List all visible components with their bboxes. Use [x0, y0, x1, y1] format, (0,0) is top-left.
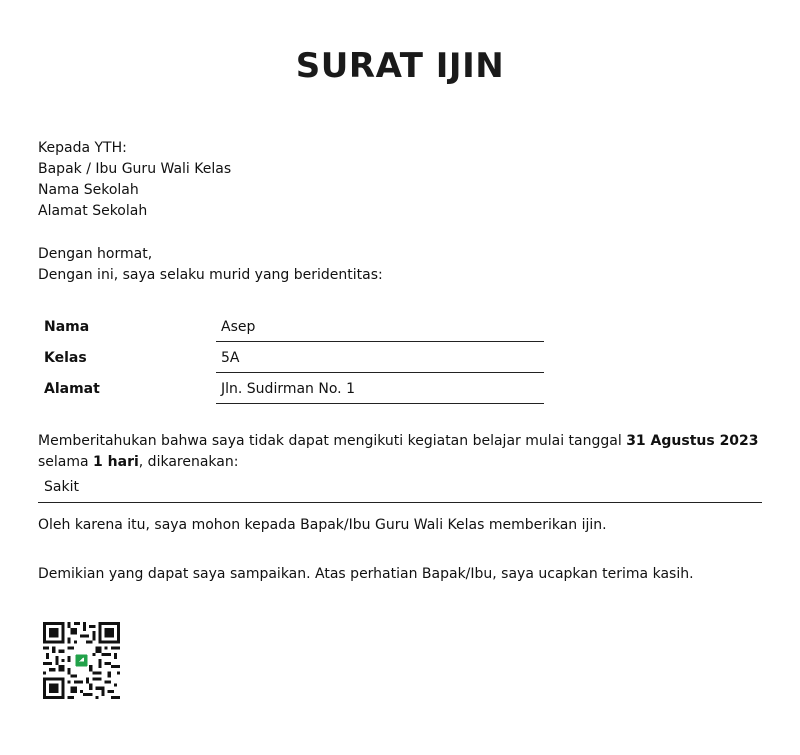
greeting-line: Dengan hormat,: [38, 246, 153, 262]
reason-field: [38, 474, 762, 503]
notice-text: selama: [38, 454, 94, 470]
reason-value: Sakit: [44, 479, 79, 495]
greeting-block: [38, 244, 383, 286]
qr-code: [43, 622, 120, 699]
name-value: Asep: [221, 319, 256, 335]
notice-paragraph: [38, 431, 759, 473]
notice-line-2: [38, 452, 759, 473]
absence-duration: 1 hari: [93, 454, 139, 470]
greeting-line: Dengan ini, saya selaku murid yang beridentitas:: [38, 267, 383, 283]
identity-row-address: [38, 374, 544, 405]
closing-line-2: Demikian yang dapat saya sampaikan. Atas perhatian Bapak/Ibu, saya ucapkan terima kasih.: [38, 566, 694, 582]
identity-row-class: [38, 343, 544, 374]
class-value: 5A: [221, 350, 240, 366]
notice-line-1: [38, 431, 759, 452]
name-field: [216, 312, 544, 342]
address-value: Jln. Sudirman No. 1: [221, 381, 355, 397]
identity-row-name: [38, 312, 544, 343]
letter-title: SURAT IJIN: [295, 46, 505, 86]
qr-logo: [74, 653, 89, 668]
address-label: Alamat: [44, 381, 100, 397]
address-field: [216, 374, 544, 404]
notice-text: , dikarenakan:: [138, 454, 239, 470]
closing-line-1: Oleh karena itu, saya mohon kepada Bapak/Ibu Guru Wali Kelas memberikan ijin.: [38, 517, 607, 533]
recipient-line: Alamat Sekolah: [38, 203, 148, 219]
recipient-line: Bapak / Ibu Guru Wali Kelas: [38, 161, 232, 177]
absence-date: 31 Agustus 2023: [626, 433, 759, 449]
class-label: Kelas: [44, 350, 87, 366]
recipient-block: [38, 138, 231, 222]
recipient-line: Kepada YTH:: [38, 140, 127, 156]
class-field: [216, 343, 544, 373]
recipient-line: Nama Sekolah: [38, 182, 139, 198]
name-label: Nama: [44, 319, 90, 335]
identity-table: [38, 312, 544, 405]
notice-text: Memberitahukan bahwa saya tidak dapat mengikuti kegiatan belajar mulai tanggal: [38, 433, 627, 449]
